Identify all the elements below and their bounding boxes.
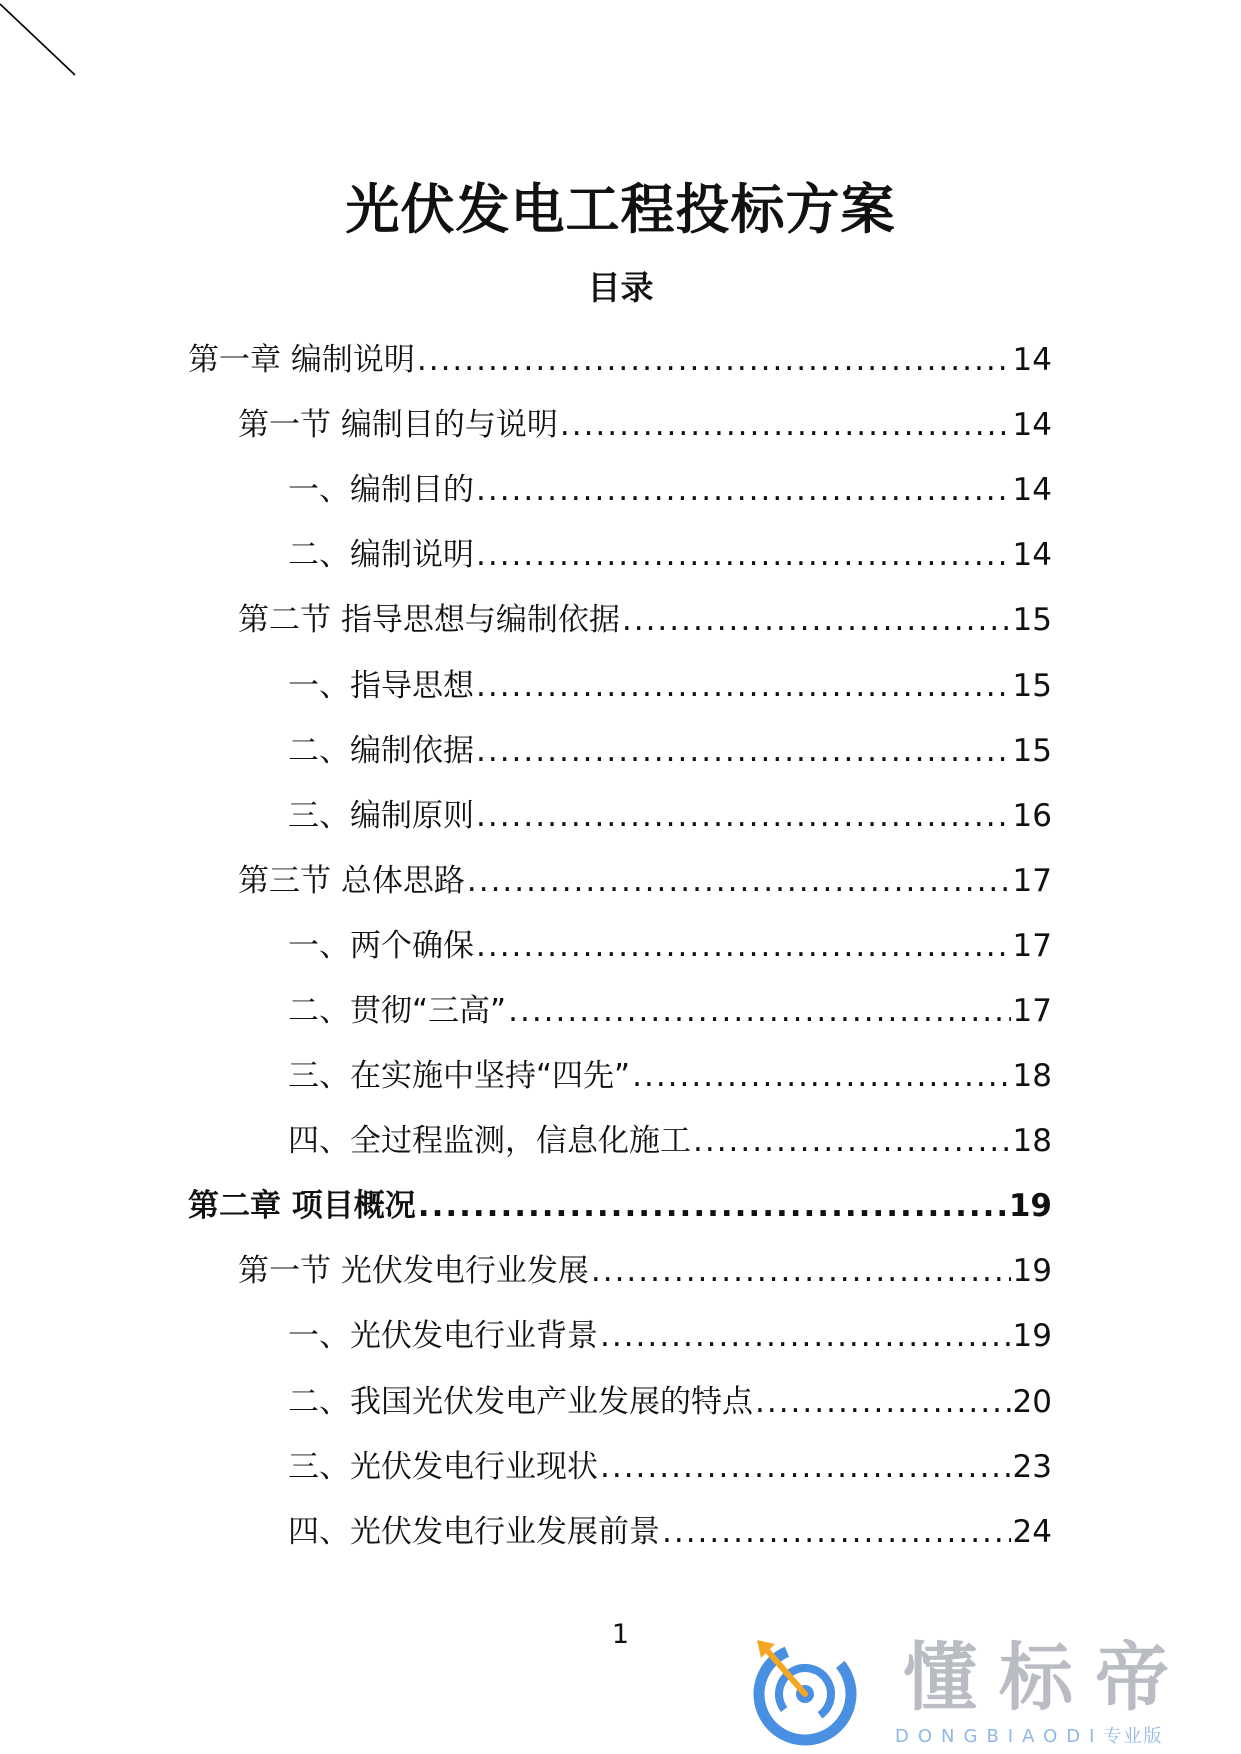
corner-crop-mark <box>0 0 80 80</box>
toc-dot-leader <box>600 1447 1011 1487</box>
toc-entry-page-number: 14 <box>1012 472 1052 508</box>
toc-entry[interactable] <box>238 1241 1052 1291</box>
toc-entry[interactable] <box>288 1046 1052 1096</box>
toc-entry-title: 第三节 总体思路 <box>238 863 465 899</box>
toc-entry-title: 第二章 项目概况 <box>188 1188 416 1224</box>
toc-entry[interactable] <box>288 525 1052 575</box>
watermark-brand-name: 懂标帝 <box>903 1635 1191 1721</box>
toc-entry[interactable] <box>238 590 1052 640</box>
toc-dot-leader <box>476 535 1011 575</box>
toc-heading: 目录 <box>587 268 654 307</box>
toc-entry-title: 二、编制依据 <box>288 733 474 769</box>
toc-entry-title: 三、光伏发电行业现状 <box>288 1449 598 1485</box>
toc-entry-title: 三、编制原则 <box>288 798 474 834</box>
toc-entry[interactable] <box>288 981 1052 1031</box>
toc-entry-page-number: 15 <box>1012 602 1052 638</box>
target-arrow-logo-icon <box>745 1634 875 1752</box>
toc-entry-page-number: 14 <box>1012 407 1052 443</box>
toc-entry-title: 第二节 指导思想与编制依据 <box>238 602 620 638</box>
toc-entry[interactable] <box>288 1502 1052 1552</box>
toc-dot-leader <box>632 1056 1010 1096</box>
toc-dot-leader <box>693 1121 1011 1161</box>
page-number: 1 <box>611 1619 630 1650</box>
toc-entry-title: 一、两个确保 <box>288 928 474 964</box>
toc-entry-page-number: 20 <box>1012 1384 1052 1420</box>
toc-entry-title: 二、我国光伏发电产业发展的特点 <box>288 1384 753 1420</box>
toc-entry[interactable] <box>188 1176 1052 1226</box>
toc-dot-leader <box>508 991 1010 1031</box>
toc-entry-page-number: 19 <box>1008 1188 1052 1224</box>
toc-entry[interactable] <box>288 1111 1052 1161</box>
toc-entry-title: 二、贯彻“三高” <box>288 993 507 1029</box>
toc-dot-leader <box>467 861 1011 901</box>
toc-entry[interactable] <box>238 851 1052 901</box>
toc-dot-leader <box>476 796 1011 836</box>
brand-watermark <box>745 1634 1235 1752</box>
toc-dot-leader <box>591 1251 1011 1291</box>
toc-entry-page-number: 15 <box>1012 733 1052 769</box>
toc-entry-page-number: 17 <box>1012 928 1052 964</box>
watermark-brand-pinyin: DONGBIAODI <box>895 1726 1104 1747</box>
toc-entry[interactable] <box>288 1306 1052 1356</box>
toc-dot-leader <box>476 470 1011 510</box>
toc-dot-leader <box>622 600 1011 640</box>
toc-entry-page-number: 19 <box>1012 1253 1052 1289</box>
toc-dot-leader <box>560 405 1011 445</box>
toc-entry-page-number: 19 <box>1012 1318 1052 1354</box>
toc-entry[interactable] <box>288 916 1052 966</box>
toc-entry-title: 二、编制说明 <box>288 537 474 573</box>
toc-entry[interactable] <box>288 721 1052 771</box>
toc-entry-page-number: 14 <box>1012 342 1052 378</box>
toc-entry[interactable] <box>288 786 1052 836</box>
toc-entry-title: 一、指导思想 <box>288 668 474 704</box>
toc-entry-page-number: 18 <box>1012 1058 1052 1094</box>
toc-entry-title: 第一章 编制说明 <box>188 342 415 378</box>
toc-entry-page-number: 16 <box>1012 798 1052 834</box>
toc-entry[interactable] <box>288 656 1052 706</box>
toc-entry-page-number: 15 <box>1012 668 1052 704</box>
toc-dot-leader <box>662 1512 1011 1552</box>
toc-entry[interactable] <box>288 1372 1052 1422</box>
toc-entry-title: 第一节 编制目的与说明 <box>238 407 558 443</box>
toc-entry-title: 第一节 光伏发电行业发展 <box>238 1253 589 1289</box>
toc-dot-leader <box>755 1382 1011 1422</box>
toc-entry-page-number: 18 <box>1012 1123 1052 1159</box>
watermark-subtitle <box>895 1726 1163 1748</box>
toc-entry-page-number: 17 <box>1012 863 1052 899</box>
toc-entry-title: 三、在实施中坚持“四先” <box>288 1058 631 1094</box>
toc-entry-title: 四、全过程监测，信息化施工 <box>288 1123 691 1159</box>
toc-entry-page-number: 24 <box>1012 1514 1052 1550</box>
toc-entry-page-number: 17 <box>1012 993 1052 1029</box>
toc-entry-title: 一、编制目的 <box>288 472 474 508</box>
toc-entry[interactable] <box>288 460 1052 510</box>
document-title: 光伏发电工程投标方案 <box>345 178 896 241</box>
watermark-edition: 专业版 <box>1103 1726 1164 1747</box>
toc-dot-leader <box>418 1186 1007 1226</box>
toc-entry-page-number: 14 <box>1012 537 1052 573</box>
toc-entry[interactable] <box>238 395 1052 445</box>
toc-dot-leader <box>476 926 1011 966</box>
toc-entry-title: 一、光伏发电行业背景 <box>288 1318 598 1354</box>
toc-entry-page-number: 23 <box>1012 1449 1052 1485</box>
toc-dot-leader <box>476 731 1011 771</box>
toc-entry[interactable] <box>288 1437 1052 1487</box>
toc-dot-leader <box>476 666 1011 706</box>
toc-entry-title: 四、光伏发电行业发展前景 <box>288 1514 660 1550</box>
toc-dot-leader <box>600 1316 1011 1356</box>
toc-dot-leader <box>417 340 1011 380</box>
toc-entry[interactable] <box>188 330 1052 380</box>
